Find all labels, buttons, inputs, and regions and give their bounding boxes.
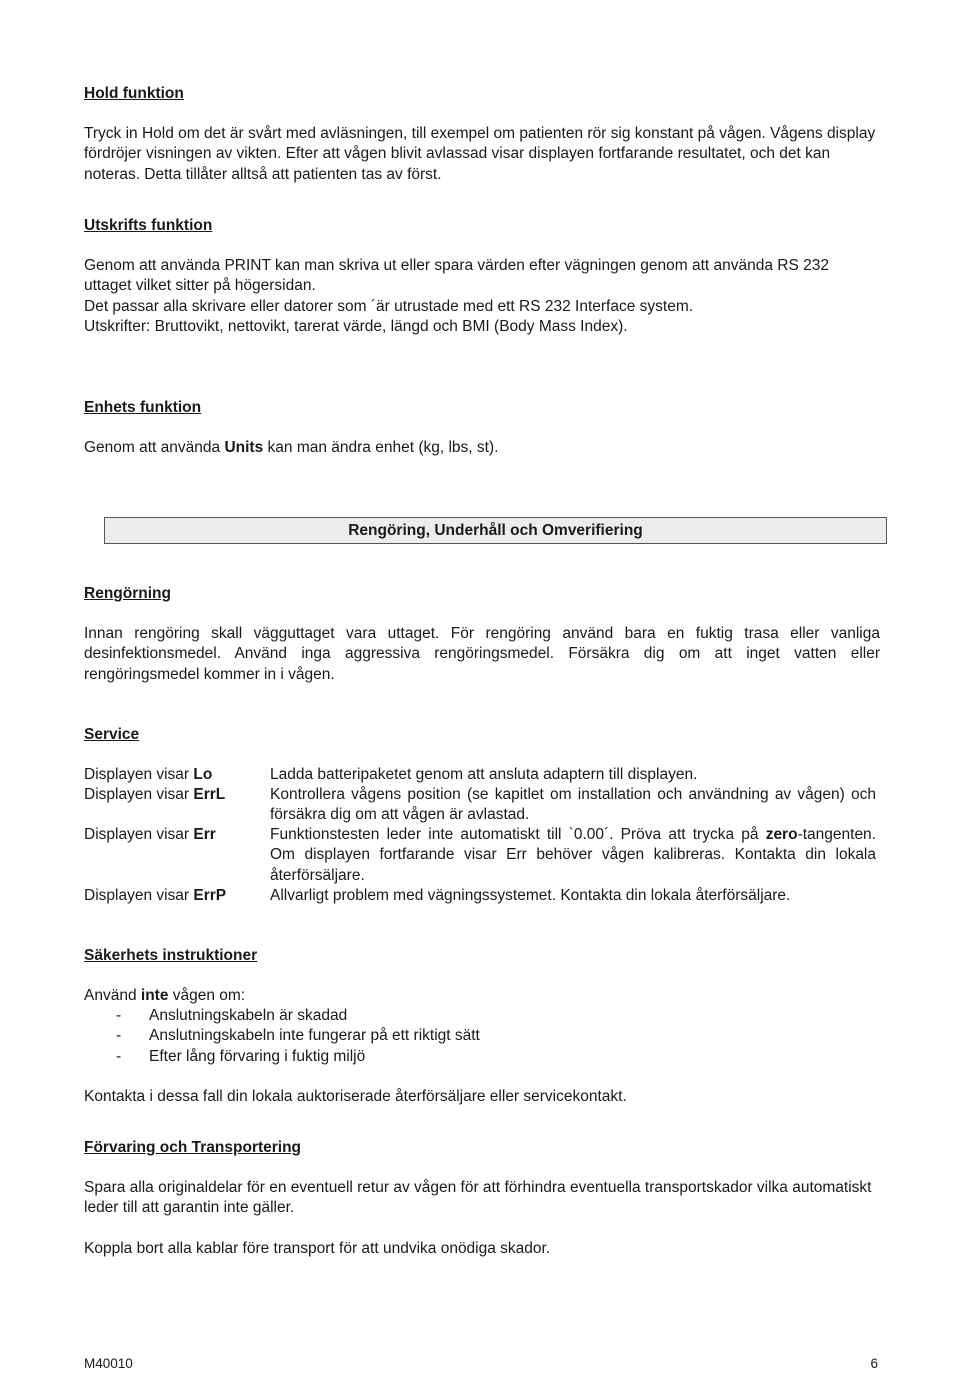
safety-heading: Säkerhets instruktioner [84, 947, 258, 964]
section-banner: Rengöring, Underhåll och Omverifiering [104, 517, 887, 544]
safety-intro: Använd inte vågen om: [84, 987, 246, 1004]
service-text-err: Funktionstesten leder inte automatiskt till `0.00´. Pröva att trycka på zero-tangenten. Om displayen fortfarande visar Err behöver vågen kalibreras. Kontakta din lokala återförsäljare. [270, 826, 876, 884]
service-text-lo: Ladda batteripaketet genom att ansluta adaptern till displayen. [270, 766, 698, 783]
service-code-errp: Displayen visar ErrP [84, 887, 227, 904]
footer-doc-id: M40010 [84, 1356, 133, 1371]
print-body [84, 256, 880, 337]
units-heading: Enhets funktion [84, 399, 202, 416]
storage-body-2: Koppla bort alla kablar före transport för att undvika onödiga skador. [84, 1240, 551, 1257]
service-code-errl: Displayen visar ErrL [84, 786, 226, 803]
service-code-err: Displayen visar Err [84, 826, 216, 843]
safety-list [84, 1006, 480, 1067]
footer-page-number: 6 [870, 1356, 878, 1371]
print-line-3: Utskrifter: Bruttovikt, nettovikt, tarerat värde, längd och BMI (Body Mass Index). [84, 317, 628, 335]
service-heading: Service [84, 726, 140, 743]
service-text-errl: Kontrollera vågens position (se kapitlet om installation och användning av vågen) och försäkra dig om att vågen är avlastad. [270, 786, 876, 824]
list-item: - Anslutningskabeln inte fungerar på ett riktigt sätt [116, 1027, 480, 1045]
cleaning-heading: Rengörning [84, 585, 171, 602]
hold-heading: Hold funktion [84, 85, 184, 102]
units-body: Genom att använda Units kan man ändra enhet (kg, lbs, st). [84, 439, 499, 456]
storage-body: Spara alla originaldelar för en eventuell retur av vågen för att förhindra eventuella transportskador vilka automatiskt leder till att garantin inte gäller. [84, 1179, 872, 1217]
service-code-lo: Displayen visar Lo [84, 766, 213, 783]
print-line-1: Genom att använda PRINT kan man skriva ut eller spara värden efter vägningen genom att använda RS 232 uttaget vilket sitter på högersidan. [84, 257, 830, 295]
hold-body: Tryck in Hold om det är svårt med avläsningen, till exempel om patienten rör sig konstant på vågen. Vågens display fördröjer visningen av vikten. Efter att vågen blivit avlassad visar displayen fortfarande resultatet, och det kan noteras. Detta tillåter alltså att patienten tas av först. [84, 125, 876, 183]
units-keyword: Units [224, 439, 264, 456]
storage-heading: Förvaring och Transportering [84, 1139, 302, 1156]
print-line-2: Det passar alla skrivare eller datorer som ´är utrustade med ett RS 232 Interface system. [84, 297, 694, 315]
print-heading: Utskrifts funktion [84, 217, 213, 234]
service-text-errp: Allvarligt problem med vägningssystemet. Kontakta din lokala återförsäljare. [270, 887, 791, 904]
safety-contact: Kontakta i dessa fall din lokala auktoriserade återförsäljare eller servicekontakt. [84, 1088, 627, 1105]
list-item: - Efter lång förvaring i fuktig miljö [116, 1047, 366, 1065]
list-item: - Anslutningskabeln är skadad [116, 1007, 348, 1024]
cleaning-body: Innan rengöring skall vägguttaget vara uttaget. För rengöring använd bara en fuktig trasa eller vanliga desinfektionsmedel. Använd inga aggressiva rengöringsmedel. Försäkra dig om att inget vatten eller rengöringsmedel kommer in i vågen. [84, 625, 880, 683]
